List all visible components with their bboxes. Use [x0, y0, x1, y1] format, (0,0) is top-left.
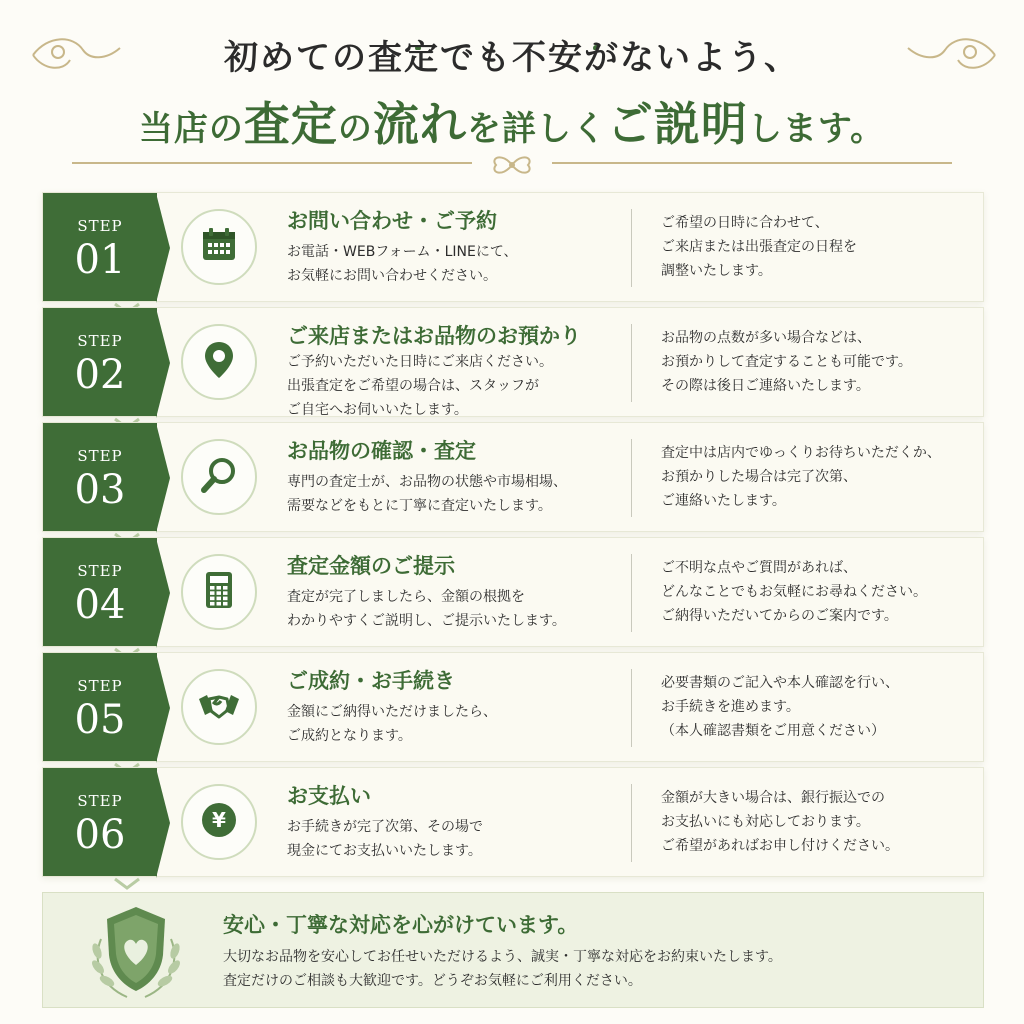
step-badge: [43, 193, 157, 301]
step-badge: [43, 423, 157, 531]
footer-title: 安心・丁寧な対応を心がけています。: [223, 912, 579, 937]
step-number: 05: [74, 697, 126, 743]
step-desc-line: ご自宅へお伺いいたします。: [287, 402, 468, 418]
badge-arrow-icon: [156, 538, 170, 648]
footer-text: [223, 945, 782, 993]
step-description: [287, 700, 497, 748]
page-title-line2: [0, 88, 1024, 154]
step-connector-chevron-icon: [112, 877, 142, 891]
step-desc-line: お電話・WEBフォーム・LINEにて、: [287, 244, 518, 260]
handshake-icon: [197, 683, 241, 731]
step-note-line: その際は後日ご連絡いたします。: [661, 378, 870, 394]
location-pin-icon: [197, 338, 241, 386]
step-note: [661, 786, 899, 858]
step-description: [287, 585, 566, 633]
step-description: [287, 350, 553, 422]
step-icon-circle: [181, 324, 257, 400]
step-title: お問い合わせ・ご予約: [287, 208, 497, 233]
step-badge: [43, 308, 157, 416]
step-label: STEP: [77, 677, 123, 695]
step-note-line: ご不明な点やご質問があれば、: [661, 560, 857, 576]
step-divider: [631, 439, 632, 517]
step-label: STEP: [77, 792, 123, 810]
footer-panel: [42, 892, 984, 1008]
divider-left: [72, 162, 472, 164]
step-note: [661, 211, 857, 283]
step-card-02: [42, 307, 984, 417]
title-part: を詳しく: [466, 109, 607, 149]
step-divider: [631, 209, 632, 287]
step-description: [287, 815, 483, 863]
step-title: お品物の確認・査定: [287, 438, 476, 463]
step-desc-line: 査定が完了しましたら、金額の根拠を: [287, 589, 525, 605]
step-card-05: [42, 652, 984, 762]
step-desc-line: 需要などをもとに丁寧に査定いたします。: [287, 498, 552, 514]
step-divider: [631, 324, 632, 402]
step-label: STEP: [77, 332, 123, 350]
step-note-line: ご希望の日時に合わせて、: [661, 215, 829, 231]
step-description: [287, 240, 518, 288]
step-card-01: [42, 192, 984, 302]
step-label: STEP: [77, 562, 123, 580]
step-divider: [631, 784, 632, 862]
step-badge: [43, 653, 157, 761]
step-desc-line: 金額にご納得いただけましたら、: [287, 704, 497, 720]
badge-arrow-icon: [156, 768, 170, 878]
step-title: 査定金額のご提示: [287, 553, 455, 578]
step-divider: [631, 669, 632, 747]
title-part: の: [337, 109, 373, 149]
step-desc-line: 出張査定をご希望の場合は、スタッフが: [287, 378, 539, 394]
step-note-line: 必要書類のご記入や本人確認を行い、: [661, 675, 899, 691]
step-icon-circle: [181, 554, 257, 630]
step-number: 04: [74, 582, 126, 628]
step-note-line: お預かりした場合は完了次第、: [661, 469, 857, 485]
calculator-icon: [197, 568, 241, 616]
step-title: ご成約・お手続き: [287, 668, 455, 693]
step-icon-circle: [181, 784, 257, 860]
step-card-06: [42, 767, 984, 877]
magnifier-icon: [197, 453, 241, 501]
step-icon-circle: [181, 669, 257, 745]
step-desc-line: ご成約となります。: [287, 728, 412, 744]
yen-coin-icon: [197, 798, 241, 846]
step-number: 02: [74, 352, 126, 398]
step-desc-line: わかりやすくご説明し、ご提示いたします。: [287, 613, 566, 629]
knot-ornament-icon: [486, 150, 538, 180]
step-note-line: ご納得いただいてからのご案内です。: [661, 608, 898, 624]
step-icon-circle: [181, 439, 257, 515]
step-desc-line: お気軽にお問い合わせください。: [287, 268, 497, 284]
footer-text-line: 査定だけのご相談も大歓迎です。どうぞお気軽にご利用ください。: [223, 973, 642, 989]
step-number: 06: [74, 812, 126, 858]
step-desc-line: 専門の査定士が、お品物の状態や市場相場、: [287, 474, 567, 490]
step-description: [287, 470, 567, 518]
step-note-line: お預かりして査定することも可能です。: [661, 354, 912, 370]
svg-text:¥: ¥: [212, 808, 226, 832]
step-note: [661, 441, 941, 513]
page-title-line1: 初めての査定でも不安がないよう、: [224, 38, 800, 78]
step-note: [661, 671, 899, 743]
step-note-line: ご来店または出張査定の日程を: [661, 239, 857, 255]
step-note-line: （本人確認書類をご用意ください）: [661, 723, 885, 739]
badge-arrow-icon: [156, 423, 170, 533]
step-label: STEP: [77, 447, 123, 465]
title-part: します。: [747, 109, 886, 149]
badge-arrow-icon: [156, 308, 170, 418]
step-note-line: ご希望があればお申し付けください。: [661, 838, 899, 854]
calendar-icon: [197, 223, 241, 271]
shield-heart-icon: [83, 899, 189, 1003]
step-note-line: 調整いたします。: [661, 263, 772, 279]
step-desc-line: お手続きが完了次第、その場で: [287, 819, 483, 835]
step-card-03: [42, 422, 984, 532]
step-note-line: お品物の点数が多い場合などは、: [661, 330, 871, 346]
step-badge: [43, 768, 157, 876]
badge-arrow-icon: [156, 653, 170, 763]
title-part: 流れ: [372, 97, 467, 151]
step-note-line: 査定中は店内でゆっくりお待ちいただくか、: [661, 445, 941, 461]
step-number: 03: [74, 467, 126, 513]
step-note: [661, 326, 912, 398]
step-desc-line: ご予約いただいた日時にご来店ください。: [287, 354, 553, 370]
step-title: ご来店またはお品物のお預かり: [287, 323, 581, 348]
step-card-04: [42, 537, 984, 647]
step-note-line: 金額が大きい場合は、銀行振込での: [661, 790, 885, 806]
footer-text-line: 大切なお品物を安心してお任せいただけるよう、誠実・丁寧な対応をお約束いたします。: [223, 949, 782, 965]
title-part: 当店の: [138, 109, 244, 149]
badge-arrow-icon: [156, 193, 170, 303]
step-note-line: お支払いにも対応しております。: [661, 814, 870, 830]
step-badge: [43, 538, 157, 646]
step-divider: [631, 554, 632, 632]
step-note-line: どんなことでもお気軽にお尋ねください。: [661, 584, 927, 600]
divider-right: [552, 162, 952, 164]
step-number: 01: [74, 237, 126, 283]
step-desc-line: 現金にてお支払いいたします。: [287, 843, 482, 859]
step-note: [661, 556, 927, 628]
title-part: 査定: [243, 97, 338, 151]
step-note-line: ご連絡いたします。: [661, 493, 786, 509]
header: [0, 0, 1024, 186]
step-note-line: お手続きを進めます。: [661, 699, 800, 715]
step-title: お支払い: [287, 783, 371, 808]
step-label: STEP: [77, 217, 123, 235]
step-icon-circle: [181, 209, 257, 285]
title-part: ご説明: [606, 97, 748, 151]
